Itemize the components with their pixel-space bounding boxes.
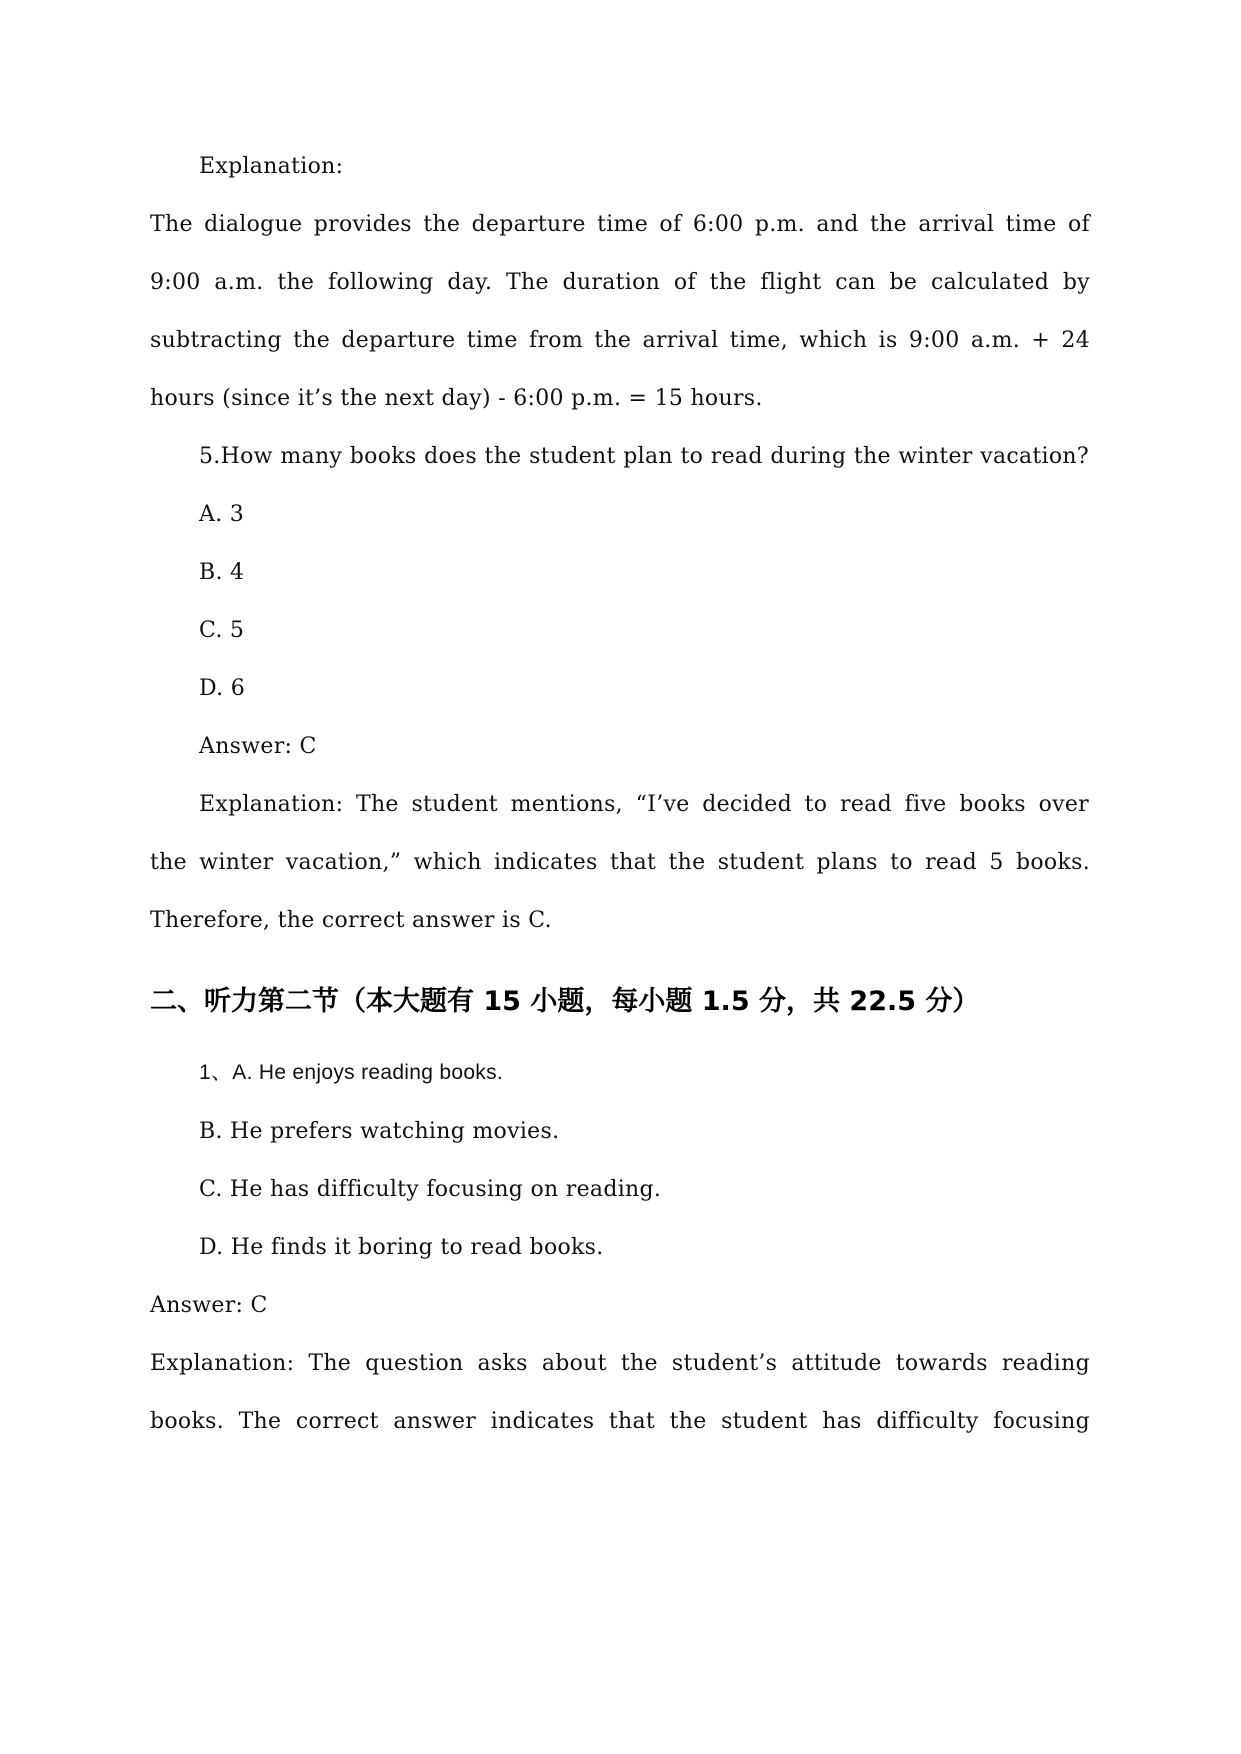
option-c: C. 5 <box>199 618 245 643</box>
answer-label: Answer: C <box>199 734 317 759</box>
option-a: A. 3 <box>199 502 245 527</box>
explanation-text-line: Therefore, the correct answer is C. <box>150 908 552 933</box>
option-b: B. 4 <box>199 560 245 585</box>
option-d: D. He finds it boring to read books. <box>199 1235 604 1260</box>
explanation-text-line: the winter vacation,” which indicates that the student plans to read 5 books. <box>150 850 1090 875</box>
explanation-text-line: The dialogue provides the departure time of 6:00 p.m. and the arrival time of <box>150 212 1090 237</box>
explanation-text-line: Explanation: The student mentions, “I’ve decided to read five books over <box>199 792 1089 817</box>
answer-label: Answer: C <box>150 1293 268 1318</box>
explanation-label: Explanation: <box>199 154 344 179</box>
explanation-text-line: books. The correct answer indicates that the student has difficulty focusing <box>150 1409 1090 1434</box>
section-heading: 二、听力第二节（本大题有 15 小题，每小题 1.5 分，共 22.5 分） <box>150 986 980 1017</box>
explanation-text-line: hours (since it’s the next day) - 6:00 p.m. = 15 hours. <box>150 386 763 411</box>
explanation-text-line: subtracting the departure time from the arrival time, which is 9:00 a.m. + 24 <box>150 328 1090 353</box>
question-1-option-a: 1、A. He enjoys reading books. <box>199 1061 504 1084</box>
question-5: 5.How many books does the student plan to read during the winter vacation? <box>199 444 1089 469</box>
option-b: B. He prefers watching movies. <box>199 1119 560 1144</box>
explanation-text-line: Explanation: The question asks about the student’s attitude towards reading <box>150 1351 1090 1376</box>
option-c: C. He has difficulty focusing on reading. <box>199 1177 662 1202</box>
explanation-text-line: 9:00 a.m. the following day. The duration of the flight can be calculated by <box>150 270 1090 295</box>
option-d: D. 6 <box>199 676 246 701</box>
